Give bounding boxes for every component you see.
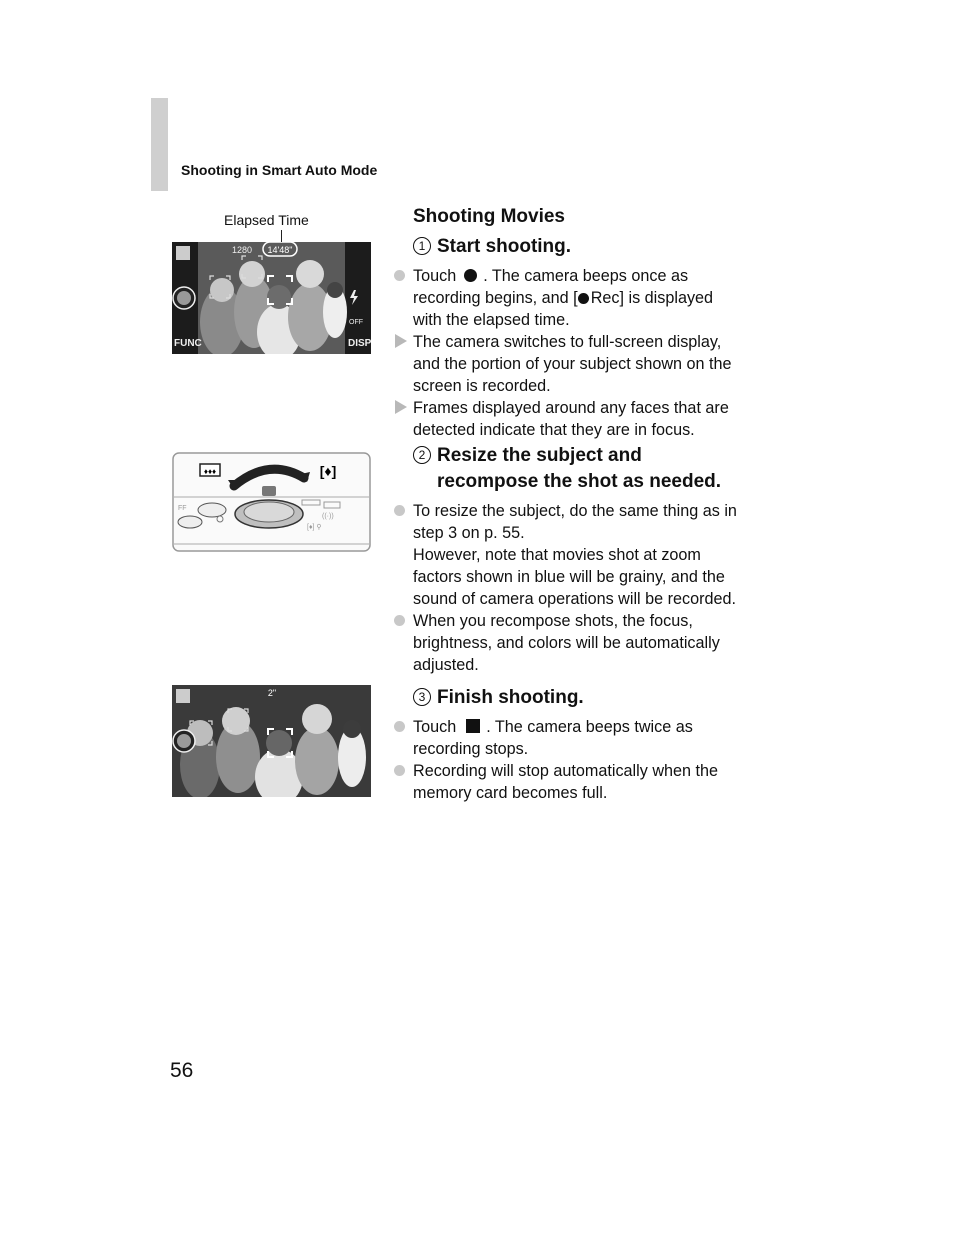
- svg-text:[♦]: [♦]: [319, 463, 337, 479]
- zoom-lever-diagram: [172, 452, 371, 552]
- section-title: Shooting in Smart Auto Mode: [181, 162, 378, 178]
- step-1-heading: [413, 234, 571, 260]
- resolution-readout: 1280: [232, 245, 253, 255]
- bullet-icon: [394, 270, 405, 281]
- step-number: 2: [413, 446, 431, 464]
- step-1-item-1: Touch . The camera beeps once as recording begins, and [ Rec] is displayed with the elapsed time.: [413, 267, 714, 329]
- ff-label: FF: [178, 505, 187, 512]
- record-dot-icon: [578, 293, 589, 304]
- face-frame-icon: [210, 256, 292, 304]
- step-number: 3: [413, 688, 431, 706]
- bullet-icon: [394, 505, 405, 516]
- flash-icon: [350, 290, 358, 305]
- svg-text:[♦] ⚲: [♦] ⚲: [307, 524, 322, 531]
- page-heading: Shooting Movies: [413, 206, 565, 227]
- record-button-icon: [173, 287, 195, 309]
- arrow-bullet-icon: [395, 400, 407, 414]
- bullet-icon: [394, 721, 405, 732]
- record-button-icon: [173, 730, 195, 752]
- face-frame-icon: [190, 709, 292, 757]
- step-2-item-1: To resize the subject, do the same thing as in step 3 on p. 55. However, note that movies shot at zoom factors shown in blue will be grainy, and the sound of camera operations will be recorded.: [413, 502, 737, 608]
- step-title-line-2: recompose the shot as needed.: [437, 471, 722, 492]
- elapsed-time-callout: Elapsed Time: [224, 212, 309, 228]
- svg-text:♦♦♦: ♦♦♦: [203, 467, 217, 476]
- step-title: Start shooting.: [437, 236, 572, 257]
- bullet-icon: [394, 765, 405, 776]
- page-number: 56: [170, 1059, 194, 1082]
- section-tab: [151, 98, 168, 191]
- step-2-item-2: When you recompose shots, the focus, brightness, and colors will be automatically adjusted.: [413, 612, 720, 674]
- step-3-item-2: Recording will stop automatically when the memory card becomes full.: [413, 762, 719, 802]
- step-3-item-1: Touch . The camera beeps twice as recording stops.: [413, 718, 693, 758]
- screen-overlay: [172, 242, 371, 354]
- screen-overlay-2: [172, 685, 371, 797]
- stop-icon: [466, 719, 480, 733]
- camera-screen-stop: [172, 685, 371, 797]
- step-title-line-1: Resize the subject and: [437, 445, 642, 466]
- step-title: Finish shooting.: [437, 687, 584, 708]
- step-3-heading: [413, 685, 584, 711]
- zoom-tele-icon: [320, 463, 336, 479]
- shooting-mode-icon: [176, 246, 190, 260]
- off-label: OFF: [349, 319, 363, 326]
- bullet-icon: [394, 615, 405, 626]
- elapsed-readout: 14'48": [267, 245, 293, 255]
- disp-label: DISP: [348, 338, 371, 349]
- step-2-heading: [413, 443, 721, 495]
- step-1-item-2: The camera switches to full-screen display, and the portion of your subject shown on the screen is recorded.: [413, 333, 732, 395]
- elapsed-readout: 2": [267, 688, 277, 698]
- svg-text:((·)): ((·)): [322, 513, 334, 520]
- step-1-item-3: Frames displayed around any faces that are detected indicate that they are in focus.: [413, 399, 729, 439]
- func-label: FUNC: [174, 338, 202, 349]
- step-number: 1: [413, 237, 431, 255]
- shooting-mode-icon: [176, 689, 190, 703]
- arrow-bullet-icon: [395, 334, 407, 348]
- zoom-wide-icon: [200, 464, 220, 476]
- record-button-icon: [464, 269, 477, 282]
- camera-screen-recording: [172, 242, 371, 354]
